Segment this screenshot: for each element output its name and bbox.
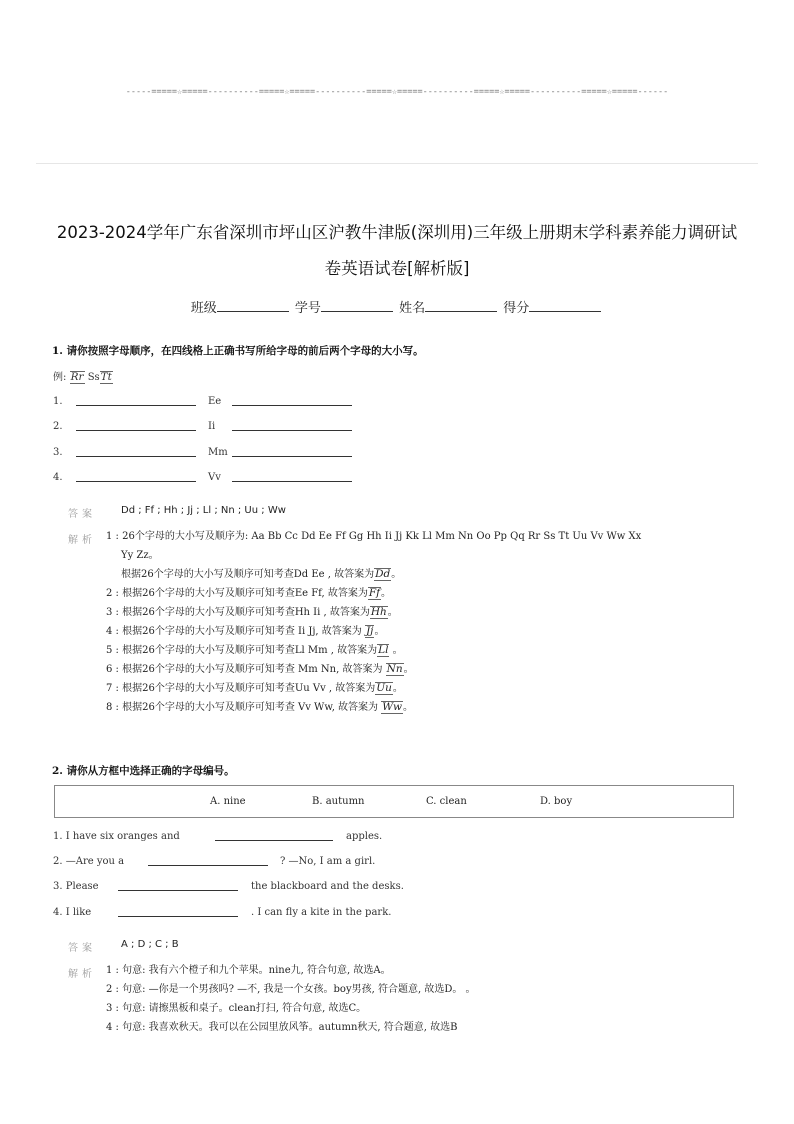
q1-example	[53, 368, 113, 384]
q2-analysis-line: 2 : 句意: —你是一个男孩吗? —不, 我是一个女孩。boy男孩, 符合题意, 故选D。 。	[106, 984, 476, 995]
q1-row-4-num: 4.	[53, 472, 63, 483]
example-mid-letter: Ss	[87, 372, 100, 383]
q2-option-b: B. autumn	[312, 796, 365, 807]
q1-row-3-blank-after[interactable]	[232, 446, 352, 457]
q1-row-3-blank-before[interactable]	[76, 446, 196, 457]
q1-analysis-line: 1 : 26个字母的大小写及顺序为: Aa Bb Cc Dd Ee Ff Gg Hh Ii Jj Kk Ll Mm Nn Oo Pp Qq Rr Ss Tt Uu Vv Ww Xx	[106, 531, 642, 542]
handwritten-answer: Uu	[376, 682, 392, 694]
q2-option-d: D. boy	[540, 796, 573, 807]
q1-analysis-label: 解析	[68, 535, 96, 546]
handwritten-answer: Ww	[382, 701, 403, 713]
handwritten-answer: Hh	[370, 606, 387, 618]
handwritten-answer: Nn	[386, 663, 403, 675]
q1-row-2-num: 2.	[53, 421, 63, 432]
q1-heading: 1. 请你按照字母顺序，在四线格上正确书写所给字母的前后两个字母的大小写。	[52, 345, 424, 357]
q2-item-2-after: ? —No, I am a girl.	[280, 856, 376, 867]
handwritten-answer: Ff	[368, 587, 381, 599]
q1-analysis-line: 6 : 根据26个字母的大小写及顺序可知考查 Mm Nn, 故答案为 Nn。	[106, 663, 414, 675]
q2-analysis-line: 4 : 句意: 我喜欢秋天。我可以在公园里放风筝。autumn秋天, 符合题意, 故选B	[106, 1022, 458, 1033]
header-divider	[36, 163, 758, 164]
q1-analysis-line: 2 : 根据26个字母的大小写及顺序可知考查Ee Ff, 故答案为Ff。	[106, 587, 392, 599]
q1-analysis-line: 7 : 根据26个字母的大小写及顺序可知考查Uu Vv , 故答案为Uu。	[106, 682, 403, 694]
header-decoration: -----=====☆=====----------=====☆=====----------=====☆=====----------=====☆=====----------=====☆=====------	[125, 87, 669, 97]
field-class-label: 班级	[190, 301, 217, 316]
q1-row-2-letter: Ii	[208, 421, 216, 432]
q1-analysis-line: 5 : 根据26个字母的大小写及顺序可知考查Ll Mm , 故答案为Ll 。	[106, 644, 403, 656]
q2-answer-label: 答案	[68, 943, 96, 954]
q1-analysis-line: 4 : 根据26个字母的大小写及顺序可知考查 Ii Jj, 故答案为 Jj。	[106, 625, 385, 637]
q1-row-4-letter: Vv	[208, 472, 221, 483]
q1-row-1-letter: Ee	[208, 396, 222, 407]
example-left-letter: Rr	[70, 371, 84, 383]
q2-item-2-before: 2. —Are you a	[53, 856, 125, 867]
q1-answer: Dd ; Ff ; Hh ; Jj ; Ll ; Nn ; Uu ; Ww	[121, 505, 286, 516]
q1-row-3-num: 3.	[53, 447, 63, 458]
page-title	[40, 215, 754, 287]
q1-row-2-blank-after[interactable]	[232, 420, 352, 431]
q1-analysis-line: 根据26个字母的大小写及顺序可知考查Dd Ee , 故答案为Dd。	[121, 568, 402, 580]
q2-item-1-after: apples.	[346, 831, 383, 842]
q2-item-3-before: 3. Please	[53, 881, 99, 892]
title-line-2: 卷英语试卷[解析版]	[324, 259, 470, 278]
handwritten-answer: Jj	[365, 625, 374, 637]
field-score-label: 得分	[503, 301, 530, 316]
q2-analysis-line: 3 : 句意: 请擦黑板和桌子。clean打扫, 符合句意, 故选C。	[106, 1003, 367, 1014]
q2-heading: 2. 请你从方框中选择正确的字母编号。	[52, 765, 235, 777]
q1-row-4-blank-before[interactable]	[76, 471, 196, 482]
field-name-blank	[425, 299, 497, 312]
q2-item-4-blank[interactable]	[118, 906, 238, 917]
q2-option-a: A. nine	[210, 796, 246, 807]
q1-answer-label: 答案	[68, 509, 96, 520]
example-label: 例:	[53, 372, 67, 383]
field-number-blank	[321, 299, 393, 312]
q1-analysis-line: 8 : 根据26个字母的大小写及顺序可知考查 Vv Ww, 故答案为 Ww。	[106, 701, 414, 713]
example-right-letter: Tt	[100, 371, 112, 383]
q2-option-c: C. clean	[426, 796, 467, 807]
q1-row-1-blank-after[interactable]	[232, 395, 352, 406]
q2-analysis	[106, 961, 476, 1037]
q2-item-4-before: 4. I like	[53, 907, 92, 918]
q1-analysis-line: 3 : 根据26个字母的大小写及顺序可知考查Hh Ii , 故答案为Hh。	[106, 606, 398, 618]
field-number-label: 学号	[294, 301, 321, 316]
q2-item-3-blank[interactable]	[118, 880, 238, 891]
handwritten-answer: Dd	[375, 568, 391, 580]
field-name-label: 姓名	[399, 301, 426, 316]
q1-analysis-line: Yy Zz。	[121, 550, 159, 561]
q2-answer: A ; D ; C ; B	[121, 939, 179, 950]
q2-options-box	[54, 785, 734, 818]
q2-analysis-label: 解析	[68, 969, 96, 980]
q1-row-1-blank-before[interactable]	[76, 395, 196, 406]
q1-row-2-blank-before[interactable]	[76, 420, 196, 431]
student-info	[0, 297, 794, 316]
q2-item-3-after: the blackboard and the desks.	[251, 881, 404, 892]
q2-item-2-blank[interactable]	[148, 855, 268, 866]
q1-row-4-blank-after[interactable]	[232, 471, 352, 482]
handwritten-answer: Ll	[378, 644, 389, 656]
q1-analysis	[106, 527, 641, 717]
q2-analysis-line: 1 : 句意: 我有六个橙子和九个苹果。nine九, 符合句意, 故选A。	[106, 965, 391, 976]
q2-item-1-before: 1. I have six oranges and	[53, 831, 180, 842]
q1-row-1-num: 1.	[53, 396, 63, 407]
field-score-blank	[529, 299, 601, 312]
field-class-blank	[217, 299, 289, 312]
q2-item-4-after: . I can fly a kite in the park.	[251, 907, 392, 918]
q1-row-3-letter: Mm	[208, 447, 228, 458]
title-line-1: 2023-2024学年广东省深圳市坪山区沪教牛津版(深圳用)三年级上册期末学科素养能力调研试	[56, 223, 738, 242]
q2-item-1-blank[interactable]	[215, 830, 333, 841]
